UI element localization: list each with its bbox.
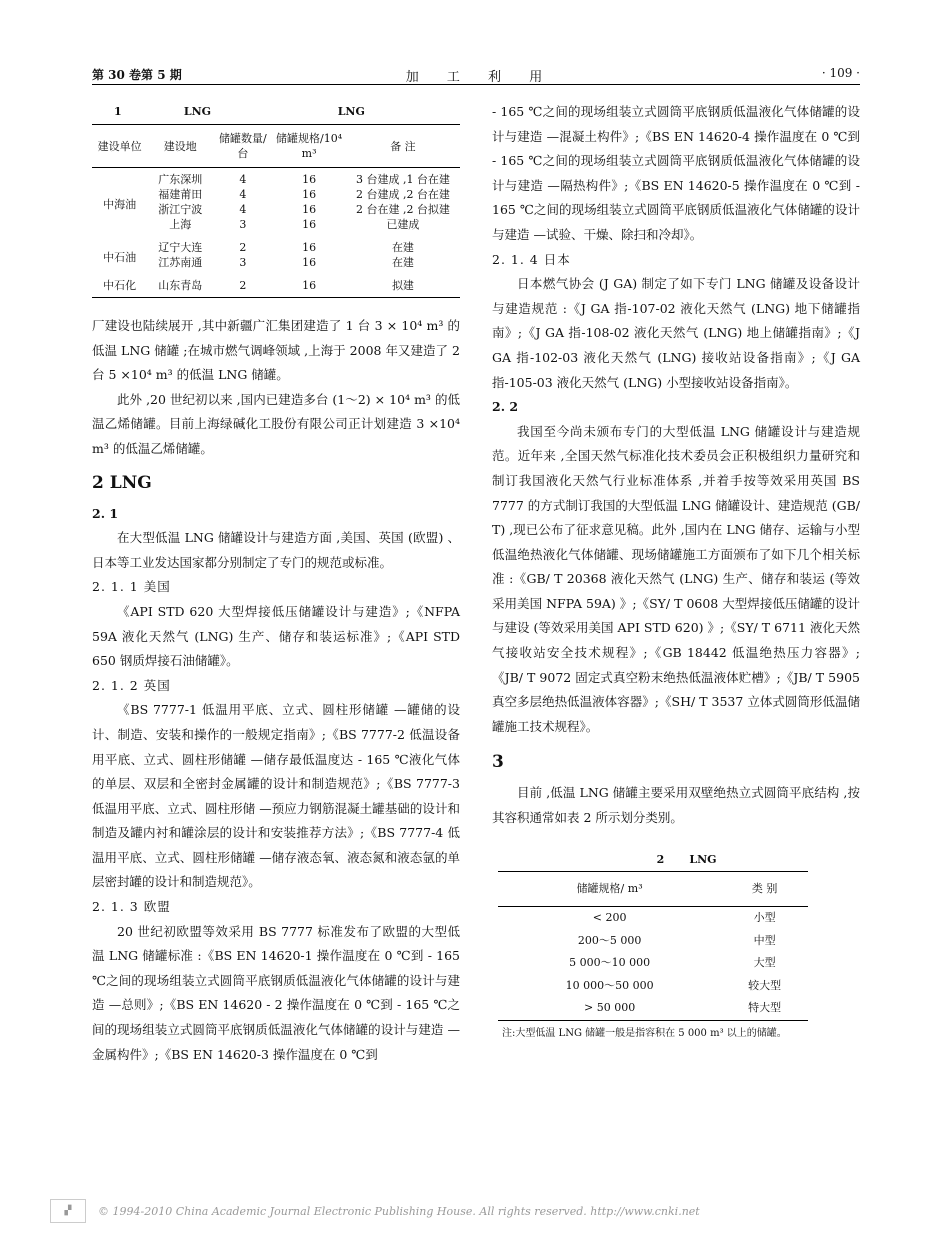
table-row: < 200 小型 [592, 911, 776, 925]
table1 [92, 124, 460, 298]
table-row: 10 000～50 000 较大型 [565, 978, 782, 992]
table-row: 中石油 辽宁大连 2 16 在建 [92, 236, 460, 255]
subsection-heading: 2. 2 [492, 399, 519, 415]
copyright-footer [50, 1205, 870, 1225]
subsection-heading: 2. 1. 4 日本 [492, 251, 571, 267]
paragraph: 日本燃气协会 (J GA) 制定了如下专门 LNG 储罐及设备设计与建造规范 :《J GA 指-107-02 液化天然气 (LNG) 地下储罐指南》;《J GA 指-108-02 液化天然气 (LNG) 地上储罐指南》;《J GA 指-102-03 液化天然气 (LNG) 接收站设备指南》;《J GA 指-105-03 液化天然气 (LNG) 小型接收站设备指南》。 [492, 276, 860, 390]
table-header-cell: 备 注 [346, 125, 460, 168]
paragraph: 《API STD 620 大型焊接低压储罐设计与建造》;《NFPA 59A 液化天然气 (LNG) 生产、储存和装运标准》;《API STD 650 钢质焊接石油储罐》。 [92, 603, 460, 669]
table-row: 中石化 山东青岛 2 16 拟建 [92, 274, 460, 298]
paragraph: 目前 ,低温 LNG 储罐主要采用双壁绝热立式圆筒平底结构 ,按其容积通常如表 2 所示划分类别。 [492, 785, 860, 826]
paragraph: 《BS 7777-1 低温用平底、立式、圆柱形储罐 —罐储的设计、制造、安装和操作的一般规定指南》;《BS 7777-2 低温设备用平底、立式、圆柱形储罐 —储存最低温度达 - 165 ℃液化气体的单层、双层和全密封金属罐的设计和制造规范》;《BS 7777-3 低温用平底、立式、圆柱形储 —预应力钢筋混凝土罐基础的设计和制造及罐内衬和罐涂层的设计和安装推荐方法》;《BS 7777-4 低温用平底、立式、圆柱形储罐 —储存液态氧、液态氮和液态氩的单层密封罐的设计和制造规范》。 [92, 702, 460, 890]
left-column [92, 100, 460, 1067]
unit-cell: 中石油 [103, 250, 137, 264]
subsection-heading: 2. 1. 2 英国 [92, 677, 171, 693]
table-row: > 50 000 特大型 [583, 1001, 782, 1015]
paragraph: 在大型低温 LNG 储罐设计与建造方面 ,美国、英国 (欧盟) 、日本等工业发达国家都分别制定了专门的规范或标准。 [92, 530, 460, 570]
section-title: 加 工 利 用 [405, 70, 555, 85]
paragraph: - 165 ℃之间的现场组装立式圆筒平底钢质低温液化气体储罐的设计与建造 —混凝土构件》;《BS EN 14620-4 操作温度在 0 ℃到 - 165 ℃之间的现场组装立式圆筒平底钢质低温液化气体储罐的设计与建造 —隔热构件》;《BS EN 14620-5 操作温度在 0 ℃到 - 165 ℃之间的现场组装立式圆筒平底钢质低温液化气体储罐的设计与建造 —试验、干燥、除扫和冷却》。 [492, 104, 860, 242]
table-row: 200～5 000 中型 [577, 933, 776, 947]
table-header-cell: 储罐数量/台 [213, 125, 272, 168]
running-header [92, 66, 860, 84]
table1-caption: 1 LNG LNG [114, 105, 365, 118]
table-header-cell: 类 别 [721, 871, 808, 907]
table1-header-row [92, 125, 460, 168]
table-row: 福建莆田 4 16 2 台建成 ,2 台在建 [158, 188, 450, 201]
subsection-heading: 2. 1. 1 美国 [92, 579, 171, 595]
journal-issue: 第 30 卷第 5 期 [92, 68, 182, 82]
table-row: 浙江宁波 4 16 2 台在建 ,2 台拟建 [158, 203, 450, 216]
table-row: 中海油 广东深圳 4 16 3 台建成 ,1 台在建 [92, 168, 460, 188]
copyright-text: © 1994-2010 China Academic Journal Electronic Publishing House. All rights reserved. http://www.cnki.net [98, 1205, 700, 1218]
table-row: 江苏南通 3 16 在建 [158, 256, 414, 269]
header-rule [92, 84, 860, 85]
table-header-cell: 储罐规格/ m³ [498, 871, 721, 907]
paragraph: 此外 ,20 世纪初以来 ,国内已建造多台 (1～2) × 10⁴ m³ 的低温乙烯储罐。目前上海绿碱化工股份有限公司正计划建造 3 ×10⁴ m³ 的低温乙烯储罐。 [92, 391, 460, 456]
table2 [498, 871, 808, 1021]
table-row: 5 000～10 000 大型 [569, 956, 776, 970]
page-number: · 109 · [821, 66, 860, 80]
right-column [492, 100, 860, 1041]
table-row: 上海 3 16 已建成 [169, 218, 420, 231]
unit-cell: 中海油 [103, 197, 137, 211]
paragraph: 厂建设也陆续展开 ,其中新疆广汇集团建造了 1 台 3 × 10⁴ m³ 的低温 LNG 储罐 ;在城市燃气调峰领域 ,上海于 2008 年又建造了 2 台 5 ×10⁴ m³ 的低温 LNG 储罐。 [92, 318, 460, 383]
paragraph: 我国至今尚未颁布专门的大型低温 LNG 储罐设计与建造规范。近年来 ,全国天然气标准化技术委员会正积极组织力量研究和制订我国液化天然气行业标准体系 ,并着手按等效采用英国 BS 7777 的方式制订我国的大型低温 LNG 储罐设计、建造规范 (GB/ T) ,现已公布了征求意见稿。此外 ,国内在 LNG 储存、运输与小型低温绝热液化气体储罐、现场储罐施工方面颁布了如下几个相关标准 :《GB/ T 20368 液化天然气 (LNG) 生产、储存和装运 (等效采用美国 NFPA 59A) 》;《SY/ T 0608 大型焊接低压储罐的设计与建设 (等效采用美国 API STD 620) 》;《SY/ T 6711 液化天然气接收站安全技术规程》;《GB 18442 低温绝热压力容器》;《JB/ T 9072 固定式真空粉末绝热低温液体贮槽》;《JB/ T 5905 真空多层绝热低温液体容器》;《SH/ T 3537 立体式圆筒形低温储罐施工技术规程》。 [492, 423, 860, 734]
table-header-cell: 建设单位 [92, 125, 147, 168]
subsection-heading: 2. 1. 3 欧盟 [92, 899, 171, 915]
paragraph: 20 世纪初欧盟等效采用 BS 7777 标准发布了欧盟的大型低温 LNG 储罐标准 :《BS EN 14620-1 操作温度在 0 ℃到 - 165 ℃之间的现场组装立式圆筒平底钢质低温液化气体储罐的设计与建造 —总则》;《BS EN 14620 - 2 操作温度在 0 ℃到 - 165 ℃之间的现场组装立式圆筒平底钢质低温液化气体储罐的设计与建造 —金属构件》;《BS EN 14620-3 操作温度在 0 ℃到 [92, 923, 460, 1062]
table-header-cell: 建设地 [147, 125, 213, 168]
table2-header-row [498, 871, 808, 907]
unit-cell: 中石化 [103, 279, 137, 292]
table-header-cell: 储罐规格/10⁴ m³ [272, 125, 346, 168]
cnki-logo-icon: ▞ [50, 1199, 86, 1223]
section-heading: 3 [492, 752, 504, 773]
section-heading: 2 LNG [92, 472, 152, 493]
subsection-heading: 2. 1 [92, 505, 119, 521]
table2-note: 注:大型低温 LNG 储罐一般是指容积在 5 000 m³ 以上的储罐。 [502, 1027, 787, 1039]
table2-caption: 2 LNG [656, 852, 717, 866]
